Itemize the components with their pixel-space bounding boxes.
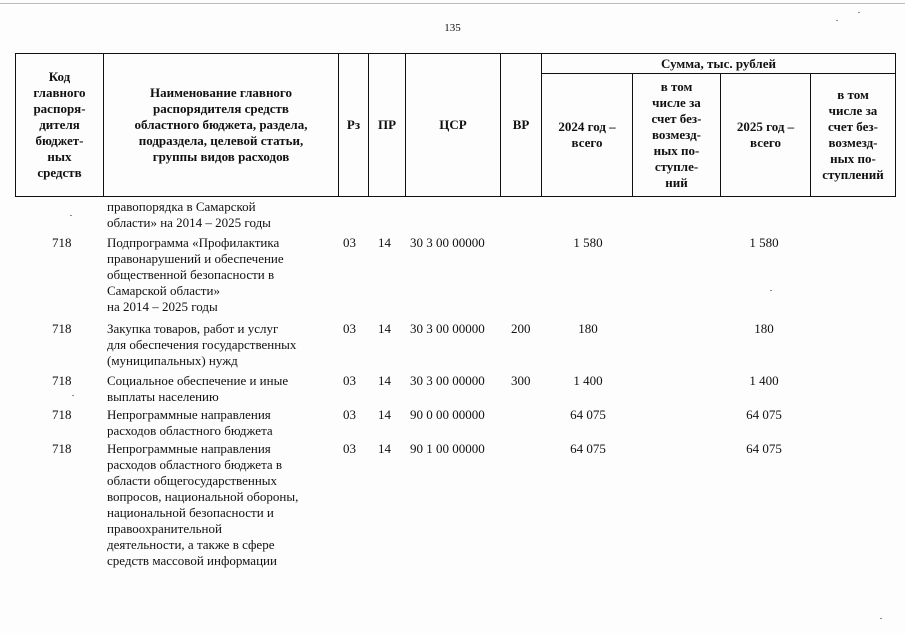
row-3-name: Социальное обеспечение и иные выплаты населению [107, 373, 289, 404]
row-3-pr: 14 [378, 373, 391, 388]
row-3-amount-2024: 1 400 [573, 373, 603, 388]
scan-speck [70, 215, 72, 216]
table-header [15, 53, 896, 197]
header-2025-total: 2025 год – всего [721, 74, 811, 197]
scan-edge-line [0, 3, 905, 4]
row-3-vr: 300 [511, 373, 531, 388]
row-1-amount-2025: 1 580 [749, 235, 779, 250]
row-2-amount-2024: 180 [578, 321, 598, 336]
row-1-amount-2024: 1 580 [573, 235, 603, 250]
row-3-rz: 03 [343, 373, 356, 388]
header-code: Код главного распоря- дителя бюджет- ных средств [16, 54, 104, 197]
scan-speck [770, 290, 772, 291]
header-sum: Сумма, тыс. рублей [542, 54, 896, 74]
scan-speck [858, 12, 860, 13]
header-name: Наименование главного распорядителя средств областного бюджета, раздела, подраздела, целевой статьи, группы видов расходов [104, 54, 339, 197]
row-2-amount-2025: 180 [754, 321, 774, 336]
row-2-rz: 03 [343, 321, 356, 336]
row-2-pr: 14 [378, 321, 391, 336]
row-4-amount-2025: 64 075 [746, 407, 782, 422]
header-pr: ПР [369, 54, 406, 197]
row-5-amount-2025: 64 075 [746, 441, 782, 456]
row-1-csr: 30 3 00 00000 [410, 235, 485, 250]
page-number: 135 [444, 22, 461, 34]
scan-speck [72, 395, 74, 396]
row-5-code: 718 [52, 441, 72, 456]
row-1-pr: 14 [378, 235, 391, 250]
row-1-rz: 03 [343, 235, 356, 250]
row-5-pr: 14 [378, 441, 391, 456]
row-3-code: 718 [52, 373, 72, 388]
header-vr: ВР [501, 54, 542, 197]
row-2-csr: 30 3 00 00000 [410, 321, 485, 336]
row-2-name: Закупка товаров, работ и услуг для обеспечения государственных (муниципальных) нужд [107, 321, 297, 368]
scan-speck [836, 20, 838, 21]
row-3-csr: 30 3 00 00000 [410, 373, 485, 388]
header-2024-free: в том числе за счет без- возмезд- ных по- ступле- ний [633, 74, 721, 197]
row-5-name: Непрограммные направления расходов областного бюджета в области общегосударственных вопросов, национальной обороны, национальной безопасности и правоохранительной деятельности, а также в сфере средств массовой информации [107, 441, 299, 568]
scan-speck [880, 618, 882, 619]
row-1-code: 718 [52, 235, 72, 250]
header-2024-total: 2024 год – всего [542, 74, 633, 197]
row-4-pr: 14 [378, 407, 391, 422]
row-5-amount-2024: 64 075 [570, 441, 606, 456]
header-rz: Рз [339, 54, 369, 197]
row-2-vr: 200 [511, 321, 531, 336]
row-2-code: 718 [52, 321, 72, 336]
row-4-amount-2024: 64 075 [570, 407, 606, 422]
header-csr: ЦСР [406, 54, 501, 197]
header-2025-free: в том числе за счет без- возмезд- ных по- ступлений [811, 74, 896, 197]
row-4-name: Непрограммные направления расходов областного бюджета [107, 407, 273, 438]
row-5-rz: 03 [343, 441, 356, 456]
row-4-code: 718 [52, 407, 72, 422]
row-3-amount-2025: 1 400 [749, 373, 779, 388]
row-4-csr: 90 0 00 00000 [410, 407, 485, 422]
row-1-name: Подпрограмма «Профилактика правонарушений и обеспечение общественной безопасности в Самарской области» на 2014 – 2025 годы [107, 235, 284, 314]
row-4-rz: 03 [343, 407, 356, 422]
row-0-name: правопорядка в Самарской области» на 2014 – 2025 годы [107, 199, 271, 230]
row-5-csr: 90 1 00 00000 [410, 441, 485, 456]
